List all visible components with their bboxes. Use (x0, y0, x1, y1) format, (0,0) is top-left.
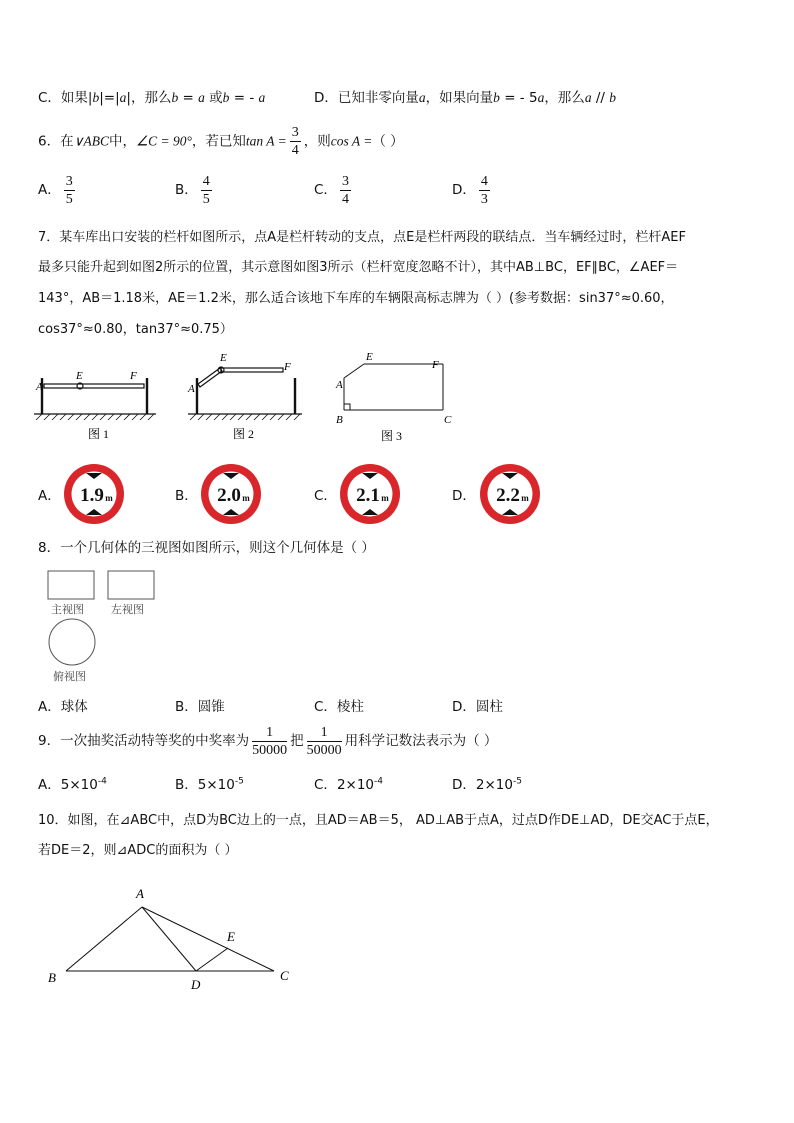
edge-ab (66, 907, 142, 971)
fig3-label-b: B (336, 414, 343, 426)
q7-option-a[interactable]: A． 1.9 m (38, 462, 168, 524)
fig2-label-e: E (220, 352, 227, 364)
q6-tan-fraction: $\frac{3}{4}$ (291, 125, 299, 158)
q10-triangle-figure (40, 880, 310, 995)
q7-figure-1 (34, 378, 156, 420)
q6-option-d[interactable]: D． $\frac{4}{3}$ (452, 173, 488, 207)
q6-option-a[interactable]: A． $\frac{3}{5}$ (38, 173, 73, 207)
q9-option-c[interactable]: C．$2\times 10^{-4}$ (314, 776, 384, 793)
q7-stem-line2: 最多只能升起到如图2所示的位置，其示意图如图3所示（栏杆宽度忽略不计），其中AB⊥BC，EF∥BC，∠AEF＝ (38, 260, 679, 275)
top-view-circle (49, 619, 95, 665)
q6-stem: 6．在∨ABC中，∠C = 90°，若已知tan A = $\frac{3}{4}$ ，则cos A =（ ） (38, 125, 404, 158)
q8-option-b[interactable]: B．圆锥 (175, 699, 225, 715)
label-c: C (280, 968, 289, 983)
q7-figure-2 (188, 367, 302, 420)
q7-option-b[interactable]: B． 2.0 m (175, 462, 305, 524)
q8-three-views (44, 568, 164, 688)
edge-ac (142, 907, 274, 971)
q9-option-b[interactable]: B．$5\times 10^{-5}$ (175, 776, 244, 793)
q5-option-c: C．如果|b|=|a|，那么b = a 或b = - a (38, 90, 266, 106)
q6-option-b[interactable]: B． $\frac{4}{5}$ (175, 173, 210, 207)
edge-de (196, 948, 228, 971)
fig1-label-a: A (36, 381, 43, 393)
svg-text:2.0: 2.0 (217, 485, 241, 506)
fig1-caption: 图 1 (88, 427, 110, 441)
q7-option-c[interactable]: C． 2.1 m (314, 462, 444, 524)
fig3-caption: 图 3 (381, 429, 403, 443)
front-view-rect (48, 571, 94, 599)
q8-option-d[interactable]: D．圆柱 (452, 699, 503, 715)
q7-stem-line3: 143°，AB＝1.18米，AE＝1.2米，那么适合该地下车库的车辆限高标志牌为（ ）(参考数据：sin37°≈0.60， (38, 291, 674, 306)
fig3-label-f: F (432, 359, 439, 371)
svg-text:m: m (381, 493, 389, 503)
svg-text:1.9: 1.9 (80, 485, 104, 506)
edge-ad (142, 907, 196, 971)
height-limit-sign-icon (199, 462, 263, 526)
left-view-rect (108, 571, 154, 599)
svg-text:m: m (105, 493, 113, 503)
label-e: E (227, 929, 235, 944)
q7-stem-line1: 7．某车库出口安装的栏杆如图所示，点A是栏杆转动的支点，点E是栏杆两段的联结点．当车辆经过时，栏杆AEF (38, 230, 686, 245)
q10-stem-line1: 10．如图，在⊿ABC中，点D为BC边上的一点，且AD＝AB＝5， AD⊥AB于点A，过点D作DE⊥AD，DE交AC于点E， (38, 813, 719, 828)
q8-option-a[interactable]: A．球体 (38, 699, 88, 715)
q8-option-c[interactable]: C．棱柱 (314, 699, 364, 715)
q7-option-d[interactable]: D． 2.2 m (452, 462, 582, 524)
q10-stem-line2: 若DE＝2，则⊿ADC的面积为（ ） (38, 843, 238, 858)
fig1-label-f: F (130, 370, 137, 382)
q9-option-d[interactable]: D．$2\times 10^{-5}$ (452, 776, 522, 793)
q7-figures (30, 348, 470, 448)
label-a: A (136, 886, 144, 901)
q9-stem: 9．一次抽奖活动特等奖的中奖率为 $\frac{1}{50000}$ 把 $\frac{1}{50000}$ 用科学记数法表示为（ ） (38, 724, 498, 758)
front-view-label: 主视图 (51, 604, 84, 616)
fig3-label-c: C (444, 414, 452, 426)
fig2-caption: 图 2 (233, 427, 255, 441)
label-d: D (191, 977, 201, 992)
svg-text:2.1: 2.1 (356, 485, 380, 506)
height-limit-sign-icon (62, 462, 126, 526)
q5-option-d: D．已知非零向量a，如果向量b = - 5a，那么a // b (314, 90, 616, 106)
q9-option-a[interactable]: A．$5\times 10^{-4}$ (38, 776, 107, 793)
q8-stem: 8．一个几何体的三视图如图所示，则这个几何体是（ ） (38, 540, 375, 556)
top-view-label: 俯视图 (53, 671, 86, 683)
svg-text:m: m (521, 493, 529, 503)
fig3-label-e: E (366, 351, 373, 363)
q6-option-c[interactable]: C． $\frac{3}{4}$ (314, 173, 349, 207)
q7-figure-3 (344, 364, 443, 410)
q9-fraction-2: $\frac{1}{50000}$ (306, 724, 342, 758)
q7-stem-line4: cos37°≈0.80，tan37°≈0.75） (38, 322, 233, 337)
fig3-label-a: A (336, 379, 343, 391)
fig1-label-e: E (76, 370, 83, 382)
height-limit-sign-icon (338, 462, 402, 526)
fig2-label-a: A (188, 383, 195, 395)
svg-text:m: m (242, 493, 250, 503)
left-view-label: 左视图 (111, 604, 144, 616)
label-b: B (48, 970, 56, 985)
height-limit-sign-icon (478, 462, 542, 526)
q9-fraction-1: $\frac{1}{50000}$ (252, 724, 288, 758)
fig2-label-f: F (284, 361, 291, 373)
svg-text:2.2: 2.2 (496, 485, 520, 506)
